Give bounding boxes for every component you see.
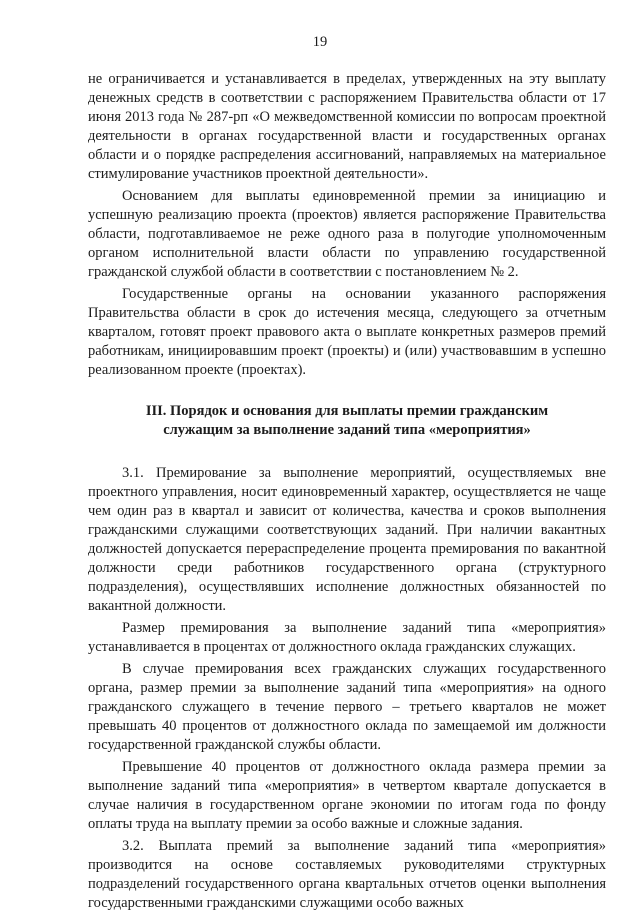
paragraph: Государственные органы на основании указанного распоряжения Правительства области в срок до истечения месяца, следующего за отчетным кварталом, готовят проект правового акта о выплате конкретных размеров премий работникам, инициировавшим проект (проекты) и (или) участвовавшим в успешно реализованном проекте (проектах). <box>88 286 606 378</box>
paragraph: Основанием для выплаты единовременной премии за инициацию и успешную реализацию проекта (проектов) является распоряжение Правительства области, подготавливаемое не реже одного раза в полугодие уполномоченным органом исполнительной власти области по управлению государственной гражданской службой области в соответствии с постановлением № 2. <box>88 188 606 280</box>
section-heading-line: служащим за выполнение заданий типа «мероприятия» <box>163 422 531 438</box>
paragraph: В случае премирования всех гражданских служащих государственного органа, размер премии за выполнение заданий типа «мероприятия» на одного гражданского служащего в течение первого – третьего кварталов не может превышать 40 процентов от должностного оклада по замещаемой им должности государственной гражданской службы области. <box>88 661 606 753</box>
paragraph: Размер премирования за выполнение заданий типа «мероприятия» устанавливается в процентах от должностного оклада гражданских служащих. <box>88 620 606 655</box>
paragraph: 3.1. Премирование за выполнение мероприятий, осуществляемых вне проектного управления, носит единовременный характер, осуществляется не чаще чем один раз в квартал и зависит от количества, качества и сроков выполнения гражданскими служащими соответствующих заданий. При наличии вакантных должностей допускается перераспределение процента премирования по вакантной должности среди работников государственного органа (структурного подразделения), осуществлявших исполнение должностных обязанностей по вакантной должности. <box>88 465 606 614</box>
paragraph: 3.2. Выплата премий за выполнение заданий типа «мероприятия» производится на основе составляемых руководителями структурных подразделений государственного органа квартальных отчетов оценки выполнения государственными гражданскими служащими особо важных <box>88 838 606 911</box>
document-body <box>88 70 606 916</box>
paragraph: не ограничивается и устанавливается в пределах, утвержденных на эту выплату денежных средств в соответствии с распоряжением Правительства области от 17 июня 2013 года № 287-рп «О межведомственной комиссии по вопросам проектной деятельности в органах государственной власти и государственных органах области и о порядке распределения ассигнований, направляемых на материальное стимулирование участников проектной деятельности». <box>88 71 606 182</box>
page-number: 19 <box>312 34 328 50</box>
paragraph: Превышение 40 процентов от должностного оклада размера премии за выполнение заданий типа «мероприятия» в четвертом квартале допускается в случае наличия в государственном органе экономии по итогам года по фонду оплаты труда на выплату премии за особо важные и сложные задания. <box>88 759 606 832</box>
section-heading <box>88 402 606 440</box>
section-heading-line: III. Порядок и основания для выплаты премии гражданским <box>145 403 549 419</box>
